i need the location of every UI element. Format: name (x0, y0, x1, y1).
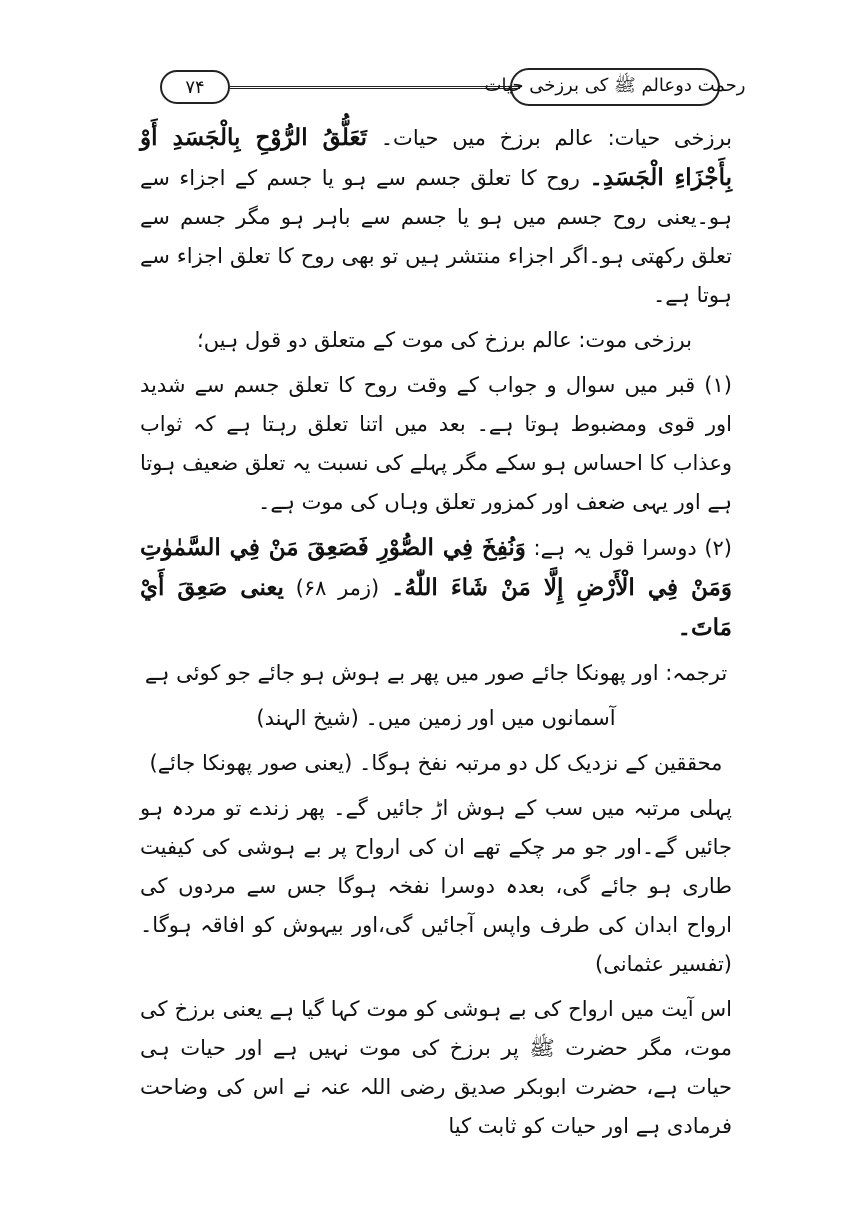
arabic-phrase: تَعَلُّقُ الرُّوْحِ بِالْجَسَدِ أَوْ بِأَجْزَاءِ الْجَسَدِ۔ (140, 124, 732, 191)
paragraph-second-opinion (140, 528, 732, 648)
translation-line-2: آسمانوں میں اور زمین میں۔ (شیخ الہند) (256, 706, 616, 730)
second-opinion-intro: (۲) دوسرا قول یہ ہے: (533, 536, 732, 560)
term-definition: عالم برزخ میں حیات۔ (380, 126, 594, 150)
paragraph-first-opinion: (۱) قبر میں سوال و جواب کے وقت روح کا تعلق جسم سے شدید اور قوی ومضبوط ہوتا ہے۔ بعد میں اتنا تعلق رہتا ہے کہ ثواب وعذاب کا احساس ہو سکے مگر پہلے کی نسبت یہ تعلق ضعیف ہوتا ہے اور یہی ضعف اور کمزور تعلق وہاں کی موت ہے۔ (140, 373, 732, 514)
paragraph-verse-commentary: اس آیت میں ارواح کی بے ہوشی کو موت کہا گیا ہے یعنی برزخ کی موت، مگر حضرت ﷺ پر برزخ کی موت نہیں ہے اور حیات ہی حیات ہے، حضرت ابوبکر صدیق رضی اللہ عنہ نے اس کی وضاحت فرمادی ہے اور حیات کو ثابت کیا (140, 997, 732, 1138)
verse-explanation: یعنی صَعِقَ أَيْ مَاتَ۔ (140, 574, 732, 641)
verse-reference: (زمر ۶۸) (295, 576, 380, 600)
paragraph-barzakhi-hayat (140, 118, 732, 315)
page-body (140, 118, 732, 1152)
paragraph-text: روح کا تعلق جسم سے ہو یا جسم کے اجزاء سے ہو۔یعنی روح جسم میں ہو یا جسم سے باہر ہو مگر جسم سے تعلق رکھتی ہو۔اگر اجزاء منتشر ہیں تو بھی روح کا تعلق اجزاء سے ہوتا ہے۔ (140, 166, 732, 307)
page-number: ۷۴ (160, 70, 230, 104)
translation-line-1: ترجمہ: اور پھونکا جائے صور میں پھر بے ہوش ہو جائے جو کوئی ہے (144, 661, 728, 685)
paragraph-muhaqqiqin: محققین کے نزدیک کل دو مرتبہ نفخ ہوگا۔ (یعنی صور پھونکا جائے) (149, 751, 723, 775)
running-title: رحمت دوعالم ﷺ کی برزخی حیات (510, 68, 720, 106)
header-divider (230, 86, 520, 89)
quran-verse: وَنُفِخَ فِي الصُّوْرِ فَصَعِقَ مَنْ فِي السَّمٰوٰتِ وَمَنْ فِي الْأَرْضِ إِلَّا مَنْ شَاءَ اللّٰهُ۔ (140, 534, 732, 601)
paragraph-barzakhi-maut: برزخی موت: عالم برزخ کی موت کے متعلق دو قول ہیں؛ (197, 328, 692, 352)
page-header (160, 68, 746, 108)
paragraph-first-blow: پہلی مرتبہ میں سب کے ہوش اڑ جائیں گے۔ پھر زندے تو مردہ ہو جائیں گے۔اور جو مر چکے تھے ان کی ارواح پر بے ہوشی کی کیفیت طاری ہو جائے گی، بعدہ دوسرا نفخہ ہوگا جس سے مردوں کی ارواح ابدان کی طرف واپس آجائیں گی،اور بیہوش کو افاقہ ہوگا۔ (تفسیر عثمانی) (140, 796, 732, 976)
term-label: برزخی حیات: (607, 126, 732, 150)
